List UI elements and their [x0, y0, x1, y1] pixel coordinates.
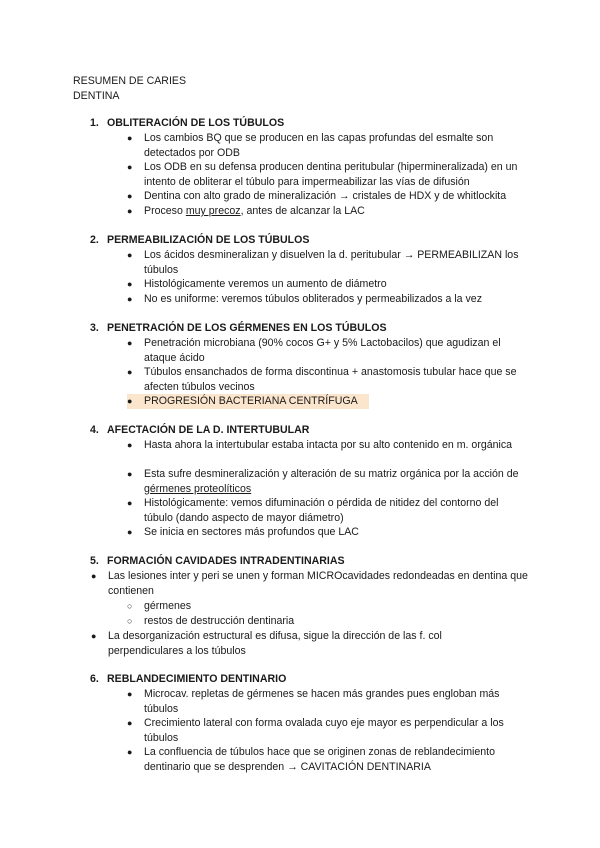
- sub-list-item: ○ gérmenes: [127, 600, 192, 612]
- list-item: ● Se inicia en sectores más profundos que LAC: [127, 526, 359, 538]
- list-item: ● Hasta ahora la intertubular estaba intacta por su alto contenido en m. orgánica: [127, 439, 513, 451]
- list-item: ● Proceso muy precoz, antes de alcanzar la LAC: [127, 205, 365, 217]
- list-item: ● Penetración microbiana (90% cocos G+ y 5% Lactobacilos) que agudizan el ataque ácido: [127, 337, 501, 364]
- section-3-title: 3. PENETRACIÓN DE LOS GÉRMENES EN LOS TÚBULOS: [90, 322, 387, 334]
- section-2-title: 2. PERMEABILIZACIÓN DE LOS TÚBULOS: [90, 234, 310, 246]
- document-title: RESUMEN DE CARIES: [73, 75, 187, 87]
- list-item: ● Las lesiones inter y peri se unen y forman MICROcavidades redondeadas en dentina que contienen: [91, 570, 528, 597]
- section-5-title: 5. FORMACIÓN CAVIDADES INTRADENTINARIAS: [90, 555, 345, 567]
- list-item: ● Los ODB en su defensa producen dentina peritubular (hipermineralizada) en un intento de obliterar el túbulo para impermeabilizar las vías de difusión: [127, 161, 518, 188]
- list-item: ● Histológicamente veremos un aumento de diámetro: [127, 278, 387, 290]
- document-header: [73, 74, 186, 104]
- underlined-text: muy precoz: [185, 205, 241, 217]
- section-4-title: 4. AFECTACIÓN DE LA D. INTERTUBULAR: [90, 424, 310, 436]
- list-item: ● La confluencia de túbulos hace que se originen zonas de reblandecimiento dentinario que se desprenden → CAVITACIÓN DENTINARIA: [127, 746, 496, 773]
- section-1-title: 1. OBLITERACIÓN DE LOS TÚBULOS: [90, 117, 285, 129]
- list-item: ● Esta sufre desmineralización y alteración de su matriz orgánica por la acción de gérmenes proteolíticos: [127, 468, 519, 495]
- sub-list-item: ○ restos de destrucción dentinaria: [127, 615, 295, 627]
- list-item: ● Microcav. repletas de gérmenes se hacen más grandes pues engloban más túbulos: [127, 688, 500, 715]
- list-item: ● Los ácidos desmineralizan y disuelven la d. peritubular → PERMEABILIZAN los túbulos: [127, 249, 519, 276]
- list-item: ● Histológicamente: vemos difuminación o pérdida de nitidez del contorno del túbulo (dando aspecto de mayor diámetro): [127, 497, 499, 524]
- list-item: ● Dentina con alto grado de mineralización → cristales de HDX y de whitlockita: [127, 190, 507, 202]
- list-item: ● No es uniforme: veremos túbulos obliterados y permeabilizados a la vez: [127, 293, 482, 305]
- list-item: ● La desorganización estructural es difusa, sigue la dirección de las f. col perpendiculares a los túbulos: [91, 630, 442, 657]
- list-item: ● Túbulos ensanchados de forma discontinua + anastomosis tubular hace que se afecten túbulos vecinos: [127, 366, 517, 393]
- document-subtitle: DENTINA: [73, 90, 120, 102]
- list-item: ● Crecimiento lateral con forma ovalada cuyo eje mayor es perpendicular a los túbulos: [127, 717, 504, 744]
- underlined-text: gérmenes proteolíticos: [144, 483, 252, 495]
- highlighted-list-item: ● PROGRESIÓN BACTERIANA CENTRÍFUGA: [127, 394, 369, 409]
- section-6-title: 6. REBLANDECIMIENTO DENTINARIO: [90, 673, 287, 685]
- list-item: ● Los cambios BQ que se producen en las capas profundas del esmalte son detectados por ODB: [127, 132, 494, 159]
